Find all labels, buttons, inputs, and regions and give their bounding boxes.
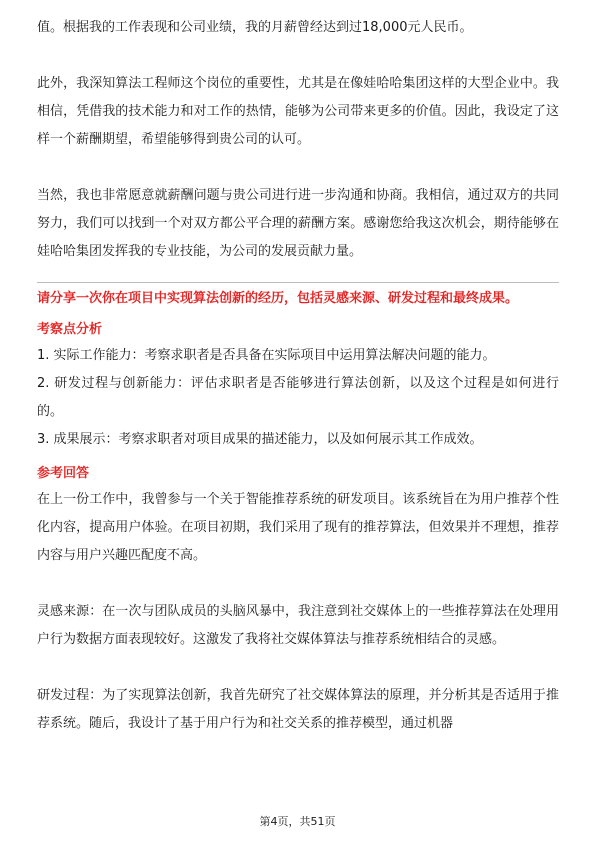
paragraph-gap — [37, 42, 559, 70]
analysis-item-2: 2. 研发过程与创新能力：评估求职者是否能够进行算法创新，以及这个过程是如何进行的。 — [37, 376, 559, 419]
answer-paragraph-3: 研发过程：为了实现算法创新，我首先研究了社交媒体算法的原理，并分析其是否适用于推荐系统。随后，我设计了基于用户行为和社交关系的推荐模型，通过机器 — [37, 688, 559, 731]
page-number-footer: 第4页，共51页 — [259, 815, 336, 828]
intro-paragraph-2: 此外，我深知算法工程师这个岗位的重要性，尤其是在像娃哈哈集团这样的大型企业中。我相信，凭借我的技术能力和对工作的热情，能够为公司带来更多的价值。因此，我设定了这样一个薪酬期望，希望能够得到贵公司的认可。 — [37, 76, 559, 147]
intro-paragraph-3: 当然，我也非常愿意就薪酬问题与贵公司进行进一步沟通和协商。我相信，通过双方的共同努力，我们可以找到一个对双方都公平合理的薪酬方案。感谢您给我这次机会，期待能够在娃哈哈集团发挥我的专业技能，为公司的发展贡献力量。 — [37, 188, 559, 259]
intro-paragraph-1: 值。根据我的工作表现和公司业绩，我的月薪曾经达到过18,000元人民币。 — [37, 20, 473, 35]
analysis-item-1: 1. 实际工作能力：考察求职者是否具备在实际项目中运用算法解决问题的能力。 — [37, 348, 496, 363]
section-divider — [37, 282, 559, 283]
analysis-item-3: 3. 成果展示：考察求职者对项目成果的描述能力，以及如何展示其工作成效。 — [37, 432, 483, 447]
paragraph-gap — [37, 654, 559, 682]
interview-question: 请分享一次你在项目中实现算法创新的经历，包括灵感来源、研发过程和最终成果。 — [37, 291, 519, 306]
paragraph-gap — [37, 570, 559, 598]
paragraph-gap — [37, 154, 559, 182]
page-content — [37, 14, 559, 738]
answer-heading: 参考回答 — [37, 466, 90, 481]
answer-paragraph-2: 灵感来源：在一次与团队成员的头脑风暴中，我注意到社交媒体上的一些推荐算法在处理用户行为数据方面表现较好。这激发了我将社交媒体算法与推荐系统相结合的灵感。 — [37, 604, 559, 647]
analysis-heading: 考察点分析 — [37, 322, 103, 337]
answer-paragraph-1: 在上一份工作中，我曾参与一个关于智能推荐系统的研发项目。该系统旨在为用户推荐个性化内容，提高用户体验。在项目初期，我们采用了现有的推荐算法，但效果并不理想，推荐内容与用户兴趣匹配度不高。 — [37, 492, 559, 563]
